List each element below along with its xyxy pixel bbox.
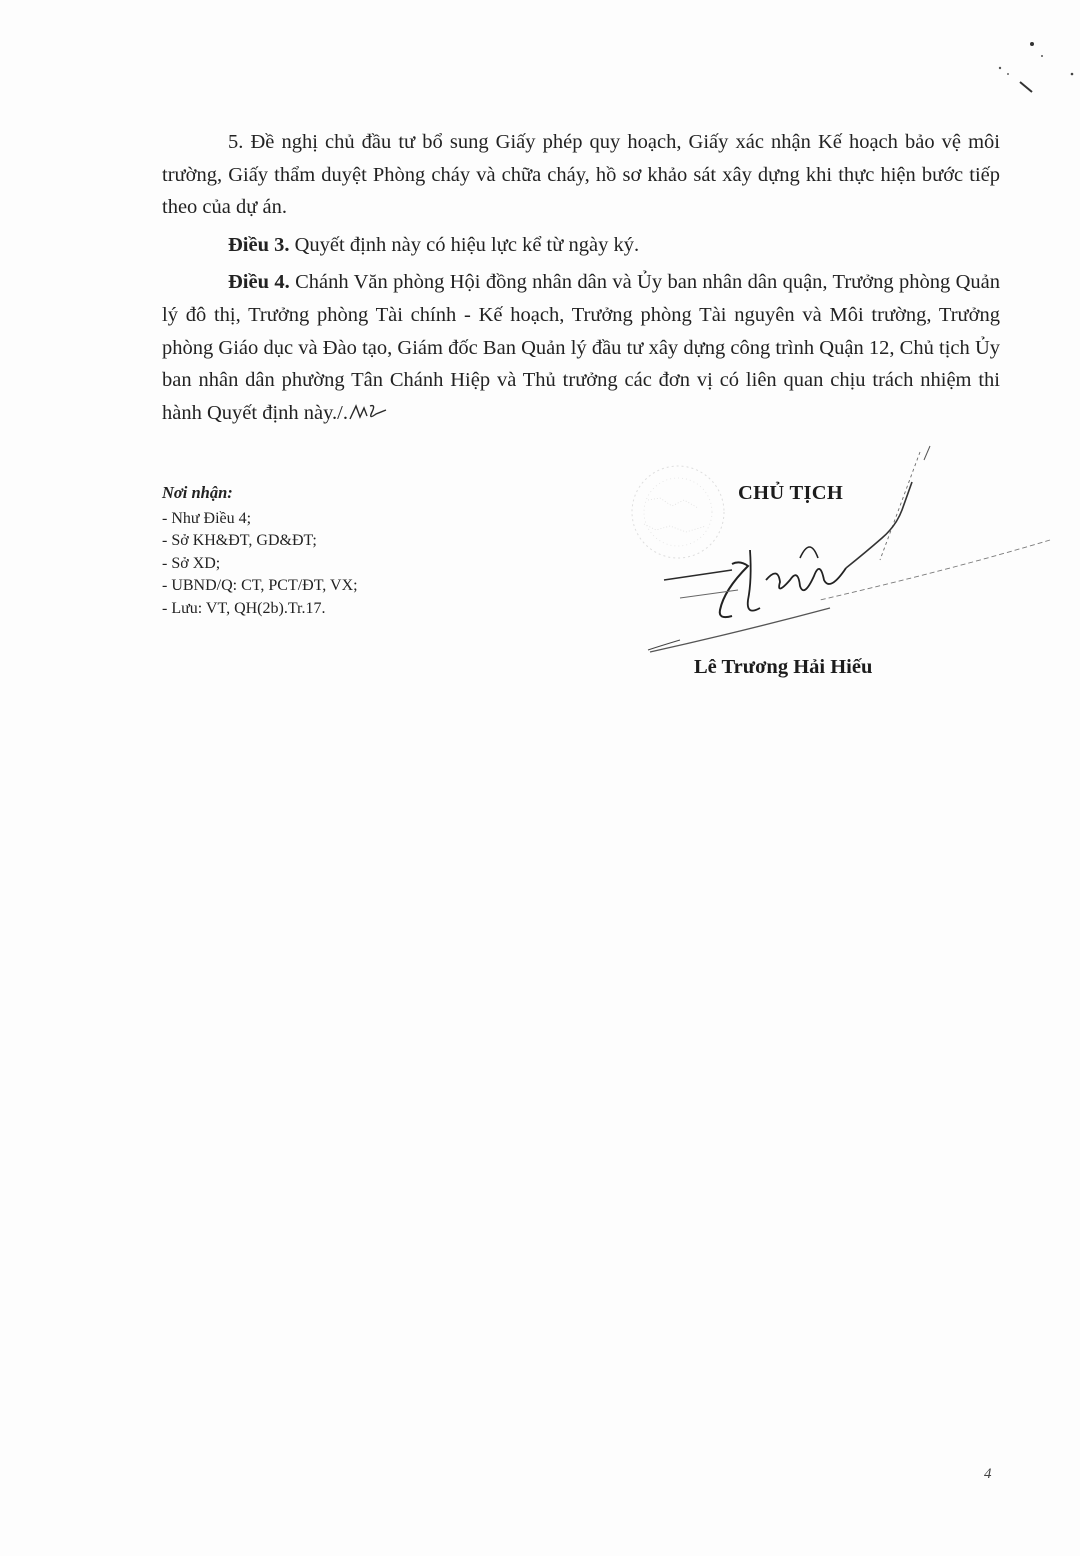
page-number: 4 [984,1466,992,1482]
recipient-item: - Như Điều 4; [162,509,252,527]
handwritten-initials [348,402,390,422]
recipient-item: - Lưu: VT, QH(2b).Tr.17. [162,599,326,617]
article-3-heading: Điều 3. [228,233,290,256]
stamp-remnant [632,466,724,558]
recipients-title: Nơi nhận: [162,483,233,502]
recipient-item: - UBND/Q: CT, PCT/ĐT, VX; [162,577,358,594]
signer-title: CHỦ TỊCH [738,482,844,504]
article-4-heading: Điều 4. [228,271,290,294]
recipient-item: - Sở XD; [162,554,221,572]
paragraph-5-text: 5. Đề nghị chủ đầu tư bổ sung Giấy phép quy hoạch, Giấy xác nhận Kế hoạch bảo vệ môi trường, Giấy thẩm duyệt Phòng cháy và chữa cháy, hồ sơ khảo sát xây dựng khi thực hiện bước tiếp theo của dự án. [162,131,1000,219]
decision-body [162,126,1000,434]
article-3-text: Quyết định này có hiệu lực kể từ ngày ký. [289,233,640,256]
signer-name: Lê Trương Hải Hiếu [694,656,873,678]
recipients-list [162,508,522,621]
scan-specks [980,30,1080,110]
article-3 [162,229,1000,262]
signature-block [620,440,1060,700]
paragraph-item-5 [162,126,1000,224]
article-4 [162,266,1000,429]
article-4-text: Chánh Văn phòng Hội đồng nhân dân và Ủy ban nhân dân quận, Trưởng phòng Quản lý đô thị, Trưởng phòng Tài chính - Kế hoạch, Trưởng phòng Tài nguyên và Môi trường, Trưởng phòng Giáo dục và Đào tạo, Giám đốc Ban Quản lý đầu tư xây dựng công trình Quận 12, Chủ tịch Ủy ban nhân dân phường Tân Chánh Hiệp và Thủ trưởng các đơn vị có liên quan chịu trách nhiệm thi hành Quyết định này./. [162,271,1000,424]
recipients-block [162,482,522,620]
signature-and-stamp [620,440,1060,670]
recipient-item: - Sở KH&ĐT, GD&ĐT; [162,532,317,549]
